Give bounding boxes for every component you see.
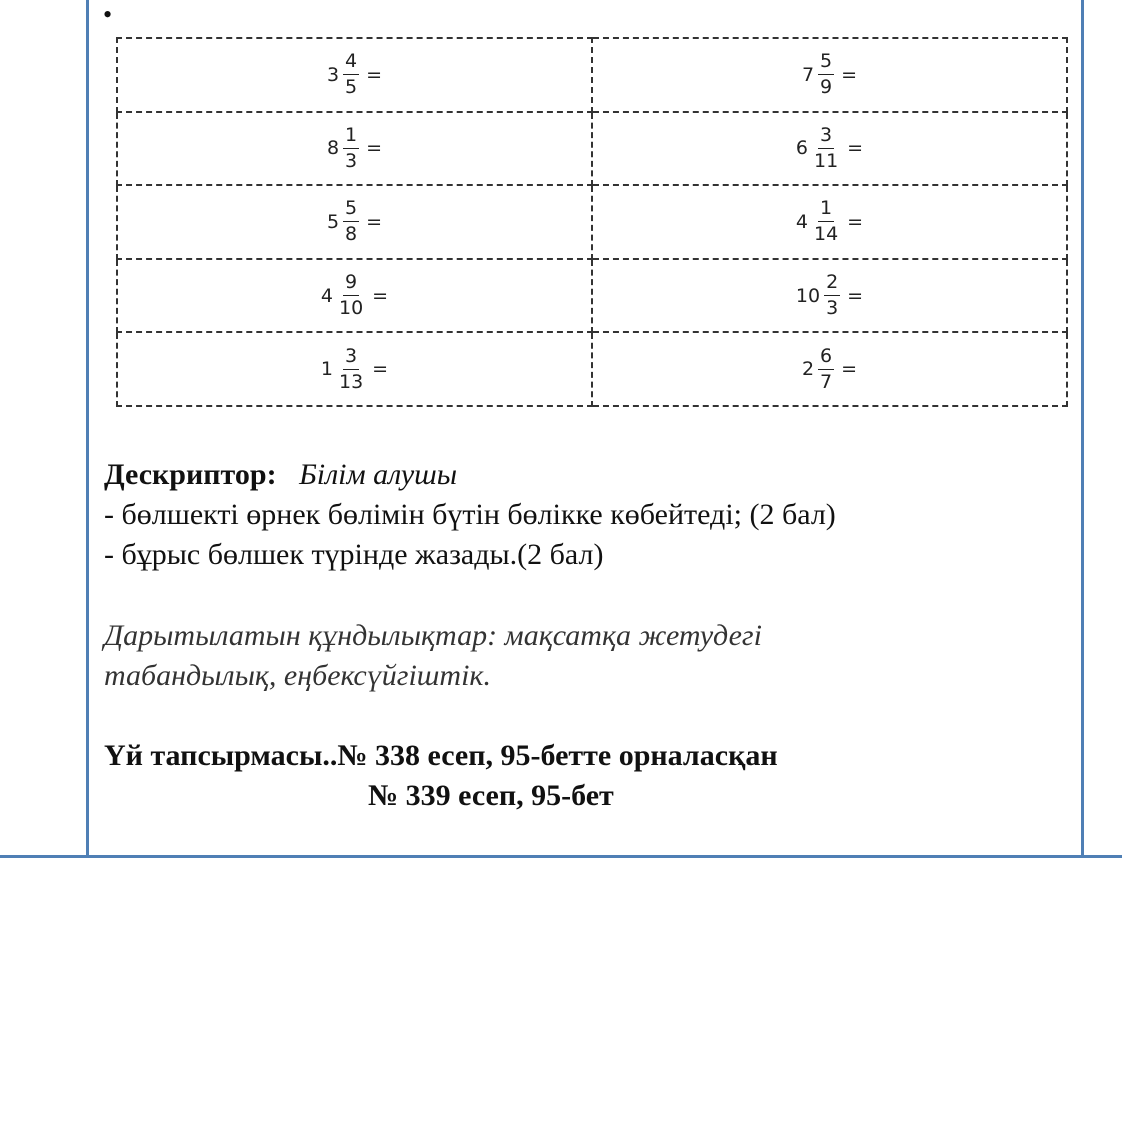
descriptor-label: Дескриптор: bbox=[104, 458, 277, 491]
equals-sign: = bbox=[841, 358, 858, 381]
equals-sign: = bbox=[847, 284, 864, 307]
fraction-cell bbox=[592, 112, 1067, 186]
fraction-cell bbox=[117, 185, 592, 259]
numerator: 9 bbox=[343, 273, 359, 296]
mixed-number bbox=[796, 273, 863, 318]
descriptor-block bbox=[104, 455, 836, 575]
table-row bbox=[117, 185, 1067, 259]
values-line: табандылық, еңбексүйгіштік. bbox=[104, 659, 491, 692]
fraction bbox=[824, 273, 840, 318]
mixed-number bbox=[802, 52, 857, 97]
mixed-number bbox=[320, 344, 389, 393]
descriptor-item: - бөлшекті өрнек бөлімін бүтін бөлікке көбейтеді; (2 бал) bbox=[104, 498, 836, 531]
numerator: 6 bbox=[818, 347, 834, 370]
denominator: 10 bbox=[338, 297, 364, 320]
page-border-bottom bbox=[0, 855, 1122, 858]
bullet-mark: • bbox=[103, 0, 113, 29]
descriptor-subject: Білім алушы bbox=[299, 458, 458, 491]
whole-part: 2 bbox=[801, 358, 815, 381]
whole-part: 1 bbox=[320, 358, 333, 381]
equals-sign: = bbox=[366, 210, 383, 233]
denominator: 7 bbox=[820, 370, 833, 393]
homework-line: № 339 есеп, 95-бет bbox=[368, 779, 614, 812]
fraction-cell bbox=[592, 259, 1067, 333]
fraction bbox=[343, 123, 359, 172]
equals-sign: = bbox=[372, 358, 389, 381]
whole-part: 7 bbox=[801, 63, 815, 86]
denominator: 8 bbox=[345, 223, 358, 246]
equals-sign: = bbox=[847, 137, 864, 160]
whole-part: 4 bbox=[795, 210, 808, 233]
fraction-cell bbox=[117, 259, 592, 333]
denominator: 9 bbox=[820, 76, 833, 99]
numerator: 1 bbox=[818, 199, 834, 222]
mixed-number bbox=[327, 199, 382, 244]
fraction-cell bbox=[117, 112, 592, 186]
equals-sign: = bbox=[841, 63, 858, 86]
descriptor-item: - бұрыс бөлшек түрінде жазады.(2 бал) bbox=[104, 538, 604, 571]
numerator: 4 bbox=[343, 52, 359, 75]
fraction bbox=[343, 52, 359, 97]
table-row bbox=[117, 332, 1067, 406]
equals-sign: = bbox=[366, 137, 383, 160]
numerator: 1 bbox=[343, 126, 359, 149]
fraction bbox=[812, 123, 840, 172]
whole-part: 8 bbox=[326, 137, 340, 160]
values-block bbox=[104, 616, 762, 696]
whole-part: 10 bbox=[795, 284, 821, 307]
fraction bbox=[812, 199, 840, 244]
fraction-cell bbox=[117, 332, 592, 406]
fraction-cell bbox=[117, 38, 592, 112]
numerator: 2 bbox=[824, 273, 840, 296]
page-border-left bbox=[86, 0, 89, 858]
table-row bbox=[117, 38, 1067, 112]
fraction-cell bbox=[592, 332, 1067, 406]
fraction bbox=[337, 273, 365, 318]
fraction-cell bbox=[592, 38, 1067, 112]
homework-line: Үй тапсырмасы..№ 338 есеп, 95-бетте орналасқан bbox=[104, 739, 778, 772]
whole-part: 3 bbox=[326, 63, 340, 86]
mixed-number bbox=[327, 52, 382, 97]
table-row bbox=[117, 259, 1067, 333]
values-line: Дарытылатын құндылықтар: мақсатқа жетудегі bbox=[104, 619, 762, 652]
equals-sign: = bbox=[847, 210, 864, 233]
homework-block bbox=[104, 736, 778, 816]
numerator: 5 bbox=[818, 52, 834, 75]
fraction bbox=[818, 52, 834, 97]
denominator: 3 bbox=[826, 297, 839, 320]
mixed-number bbox=[326, 123, 383, 172]
numerator: 3 bbox=[343, 347, 359, 370]
whole-part: 5 bbox=[326, 210, 340, 233]
denominator: 11 bbox=[813, 149, 839, 172]
whole-part: 6 bbox=[795, 137, 808, 160]
mixed-number bbox=[321, 273, 388, 318]
fraction bbox=[337, 344, 365, 393]
numerator: 3 bbox=[818, 126, 834, 149]
equals-sign: = bbox=[372, 284, 389, 307]
fraction-table bbox=[116, 37, 1068, 407]
table-row bbox=[117, 112, 1067, 186]
fraction bbox=[818, 344, 834, 393]
denominator: 13 bbox=[338, 370, 364, 393]
descriptor-heading bbox=[104, 455, 836, 495]
denominator: 3 bbox=[345, 149, 358, 172]
numerator: 5 bbox=[343, 199, 359, 222]
fraction-cell bbox=[592, 185, 1067, 259]
fraction bbox=[343, 199, 359, 244]
denominator: 5 bbox=[345, 76, 358, 99]
page-border-right bbox=[1081, 0, 1084, 858]
mixed-number bbox=[801, 344, 858, 393]
equals-sign: = bbox=[366, 63, 383, 86]
mixed-number bbox=[796, 199, 863, 244]
denominator: 14 bbox=[813, 223, 839, 246]
whole-part: 4 bbox=[320, 284, 333, 307]
mixed-number bbox=[795, 123, 864, 172]
